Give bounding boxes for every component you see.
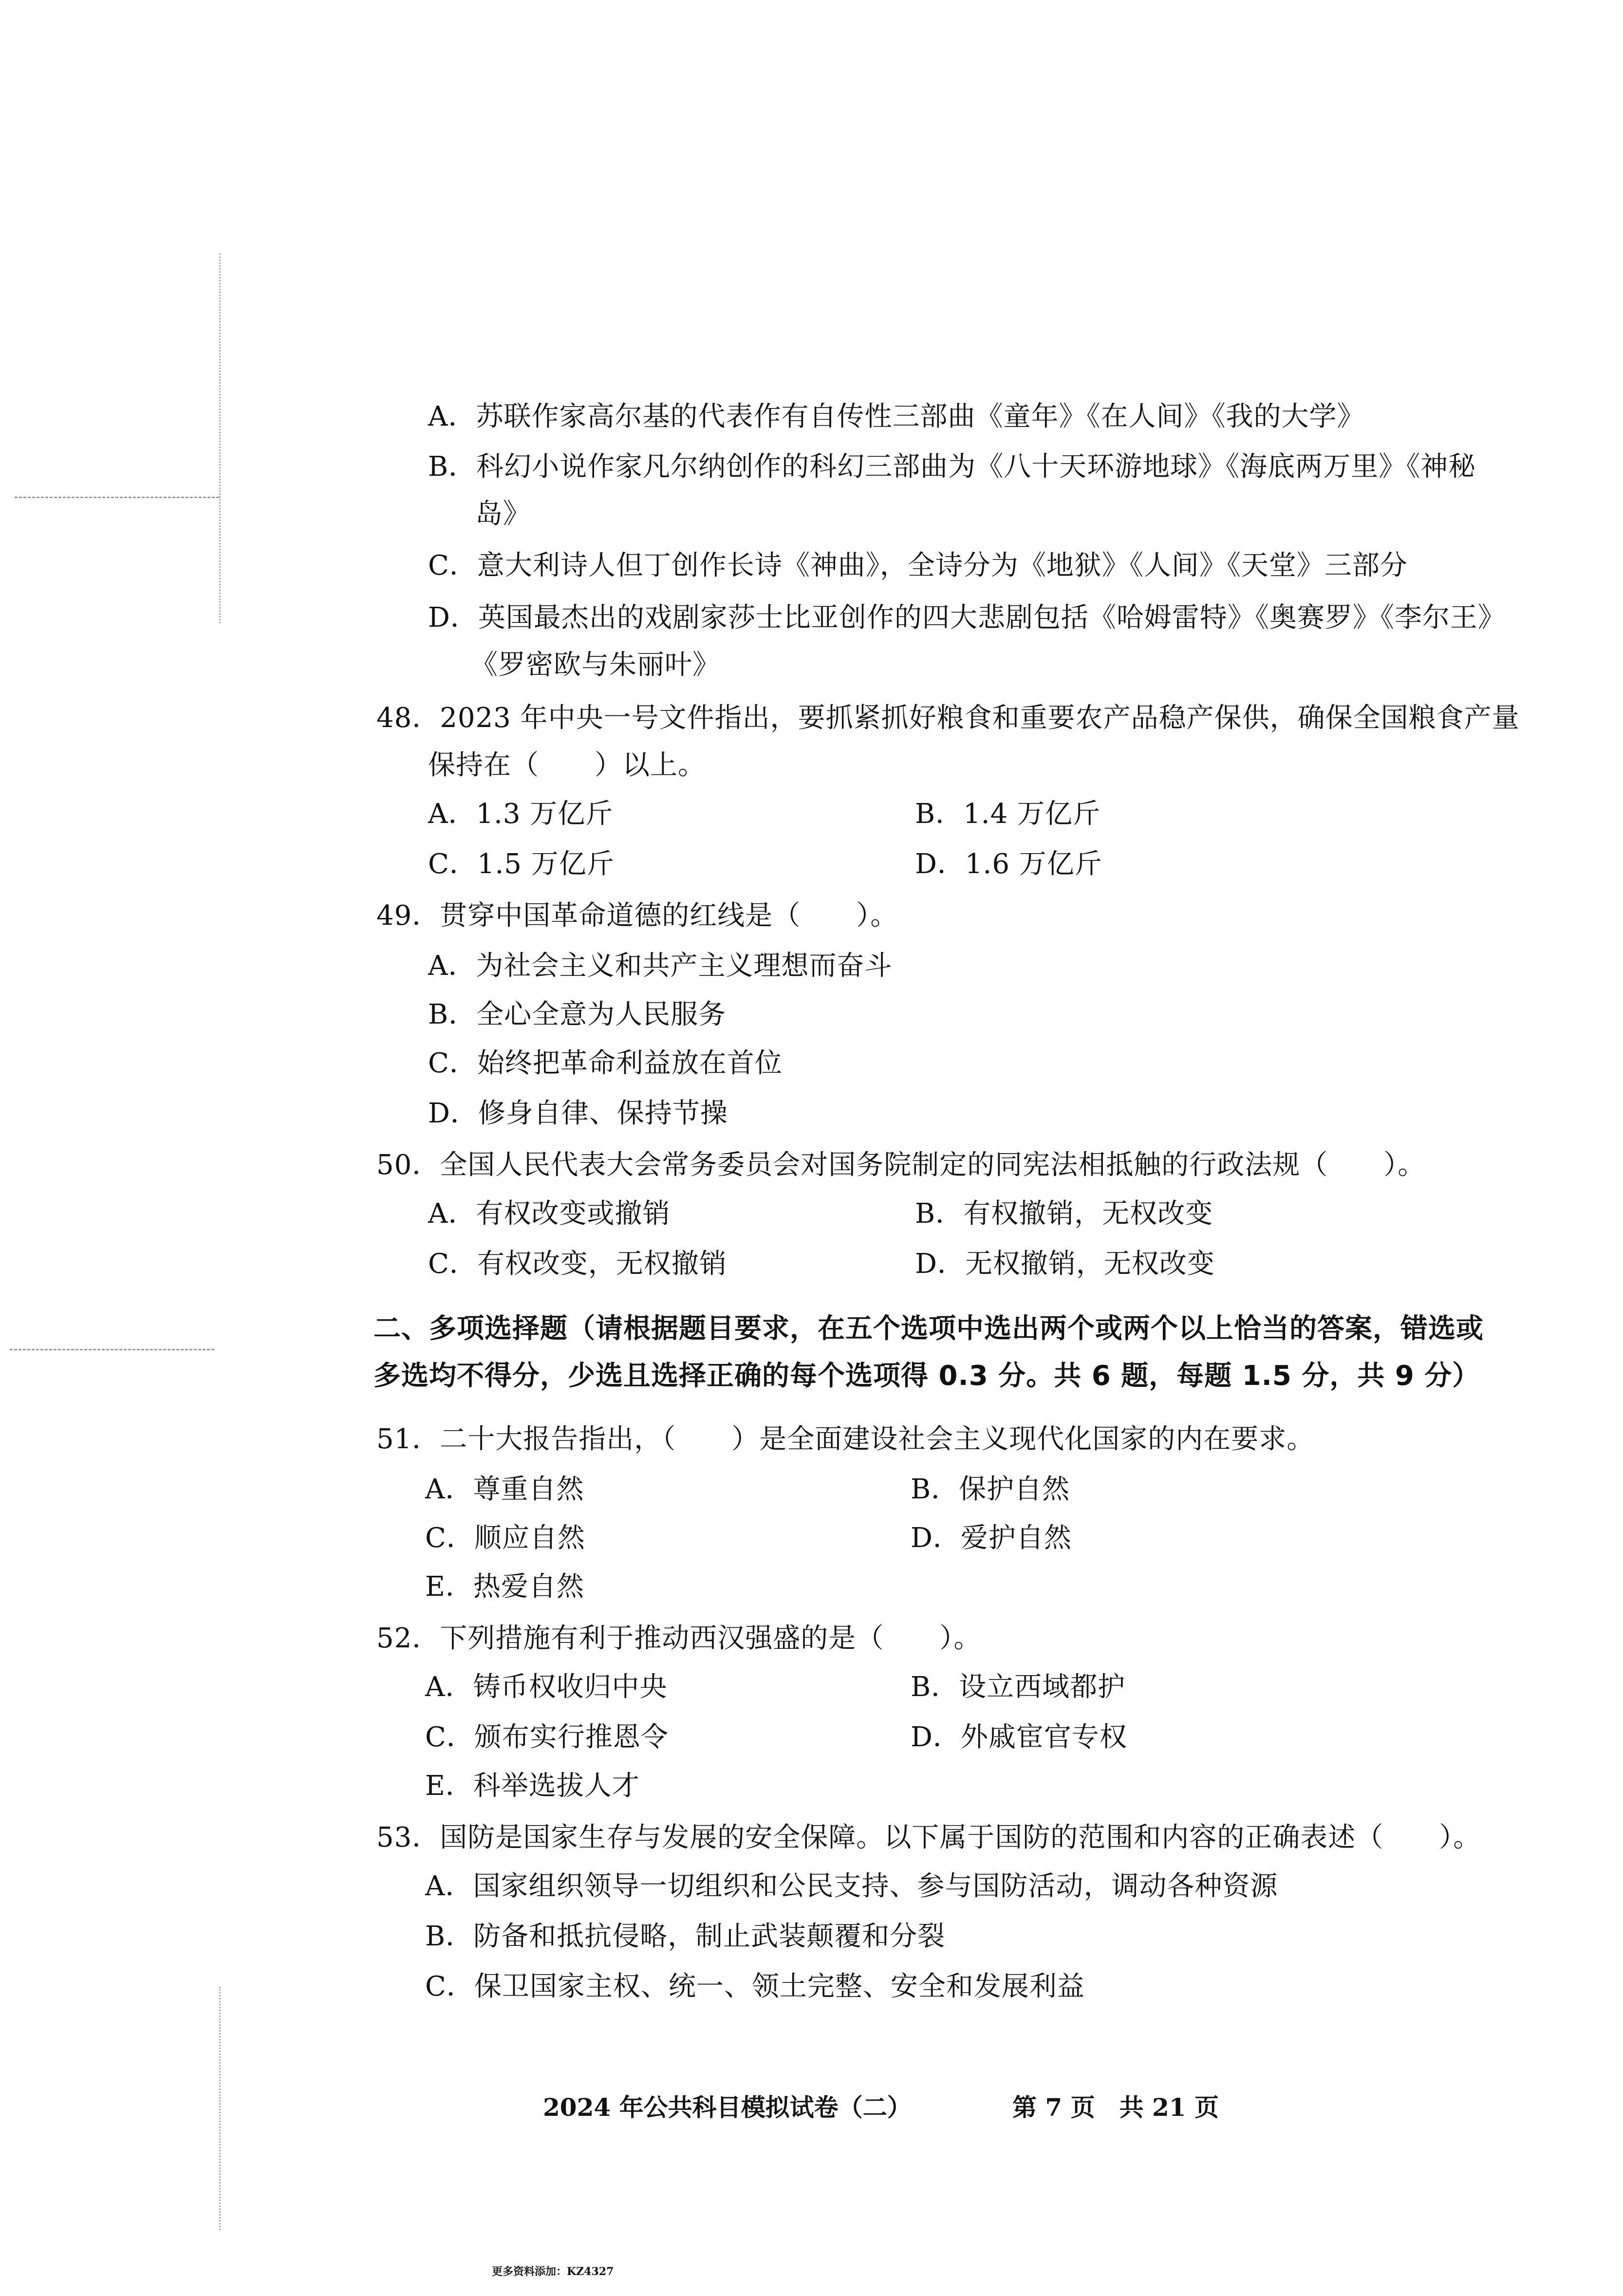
margin-mark <box>15 497 219 498</box>
option-b-cont: 岛》 <box>475 498 531 530</box>
question-stem: 49．贯穿中国革命道德的红线是（ ）。 <box>376 900 898 932</box>
option-a: A．国家组织领导一切组织和公民支持、参与国防活动，调动各种资源 <box>425 1870 1278 1902</box>
margin-mark <box>10 1349 214 1350</box>
option-d: D．英国最杰出的戏剧家莎士比亚创作的四大悲剧包括《哈姆雷特》《奥赛罗》《李尔王》 <box>428 602 1506 634</box>
question-stem: 51．二十大报告指出，（ ）是全面建设社会主义现代化国家的内在要求。 <box>376 1423 1315 1455</box>
question-stem: 53．国防是国家生存与发展的安全保障。以下属于国防的范围和内容的正确表述（ ）。 <box>376 1822 1481 1853</box>
question-stem: 48．2023 年中央一号文件指出，要抓紧抓好粮食和重要农产品稳产保供，确保全国粮食产量 <box>376 702 1520 734</box>
question-stem: 52．下列措施有利于推动西汉强盛的是（ ）。 <box>376 1623 982 1654</box>
option-c: C．始终把革命利益放在首位 <box>428 1047 783 1079</box>
option-d: D．爱护自然 <box>911 1522 1072 1554</box>
option-b: B．保护自然 <box>911 1474 1070 1505</box>
option-b: B．全心全意为人民服务 <box>428 999 727 1030</box>
margin-mark <box>219 1987 221 2230</box>
option-a: A．为社会主义和共产主义理想而奋斗 <box>428 950 893 982</box>
option-c: C．1.5 万亿斤 <box>428 848 615 880</box>
option-c: C．顺应自然 <box>425 1522 585 1554</box>
option-a: A．苏联作家高尔基的代表作有自传性三部曲《童年》《在人间》《我的大学》 <box>428 401 1365 432</box>
question-stem: 50．全国人民代表大会常务委员会对国务院制定的同宪法相抵触的行政法规（ ）。 <box>376 1149 1426 1181</box>
exam-title: 2024 年公共科目模拟试卷（二） <box>543 2093 912 2122</box>
option-e: E．科举选拔人才 <box>425 1770 640 1802</box>
question-stem-cont: 保持在（ ）以上。 <box>428 749 706 781</box>
section-instructions-line2: 多选均不得分，少选且选择正确的每个选项得 0.3 分。共 6 题，每题 1.5 分，共 9 分） <box>373 1360 1480 1392</box>
option-b: B．科幻小说作家凡尔纳创作的科幻三部曲为《八十天环游地球》《海底两万里》《神秘 <box>428 451 1476 483</box>
option-c: C．保卫国家主权、统一、领土完整、安全和发展利益 <box>425 1971 1085 2002</box>
option-c: C．有权改变，无权撤销 <box>428 1248 727 1280</box>
option-b: B．防备和抵抗侵略，制止武装颠覆和分裂 <box>425 1921 946 1952</box>
option-a: A．尊重自然 <box>425 1474 584 1505</box>
option-e: E．热爱自然 <box>425 1571 584 1603</box>
section-instructions-line1: 二、多项选择题（请根据题目要求，在五个选项中选出两个或两个以上恰当的答案，错选或 <box>373 1313 1484 1344</box>
option-d: D．无权撤销，无权改变 <box>915 1248 1215 1280</box>
option-b: B．设立西域都护 <box>911 1671 1126 1703</box>
option-d: D．1.6 万亿斤 <box>915 848 1102 880</box>
option-d: D．外戚宦官专权 <box>911 1721 1127 1753</box>
option-a: A．有权改变或撤销 <box>428 1198 671 1230</box>
option-a: A．铸币权收归中央 <box>425 1671 668 1703</box>
option-d: D．修身自律、保持节操 <box>428 1098 728 1129</box>
bottom-note: 更多资料添加：KZ4327 <box>492 2265 614 2278</box>
margin-mark <box>219 253 221 623</box>
option-a: A．1.3 万亿斤 <box>428 798 614 830</box>
option-b: B．有权撤销，无权改变 <box>915 1198 1213 1230</box>
option-c: C．颁布实行推恩令 <box>425 1721 669 1753</box>
option-b: B．1.4 万亿斤 <box>915 798 1101 830</box>
page-number: 第 7 页 共 21 页 <box>1012 2093 1219 2122</box>
option-c: C．意大利诗人但丁创作长诗《神曲》，全诗分为《地狱》《人间》《天堂》三部分 <box>428 550 1408 581</box>
option-d-cont: 《罗密欧与朱丽叶》 <box>470 649 720 681</box>
